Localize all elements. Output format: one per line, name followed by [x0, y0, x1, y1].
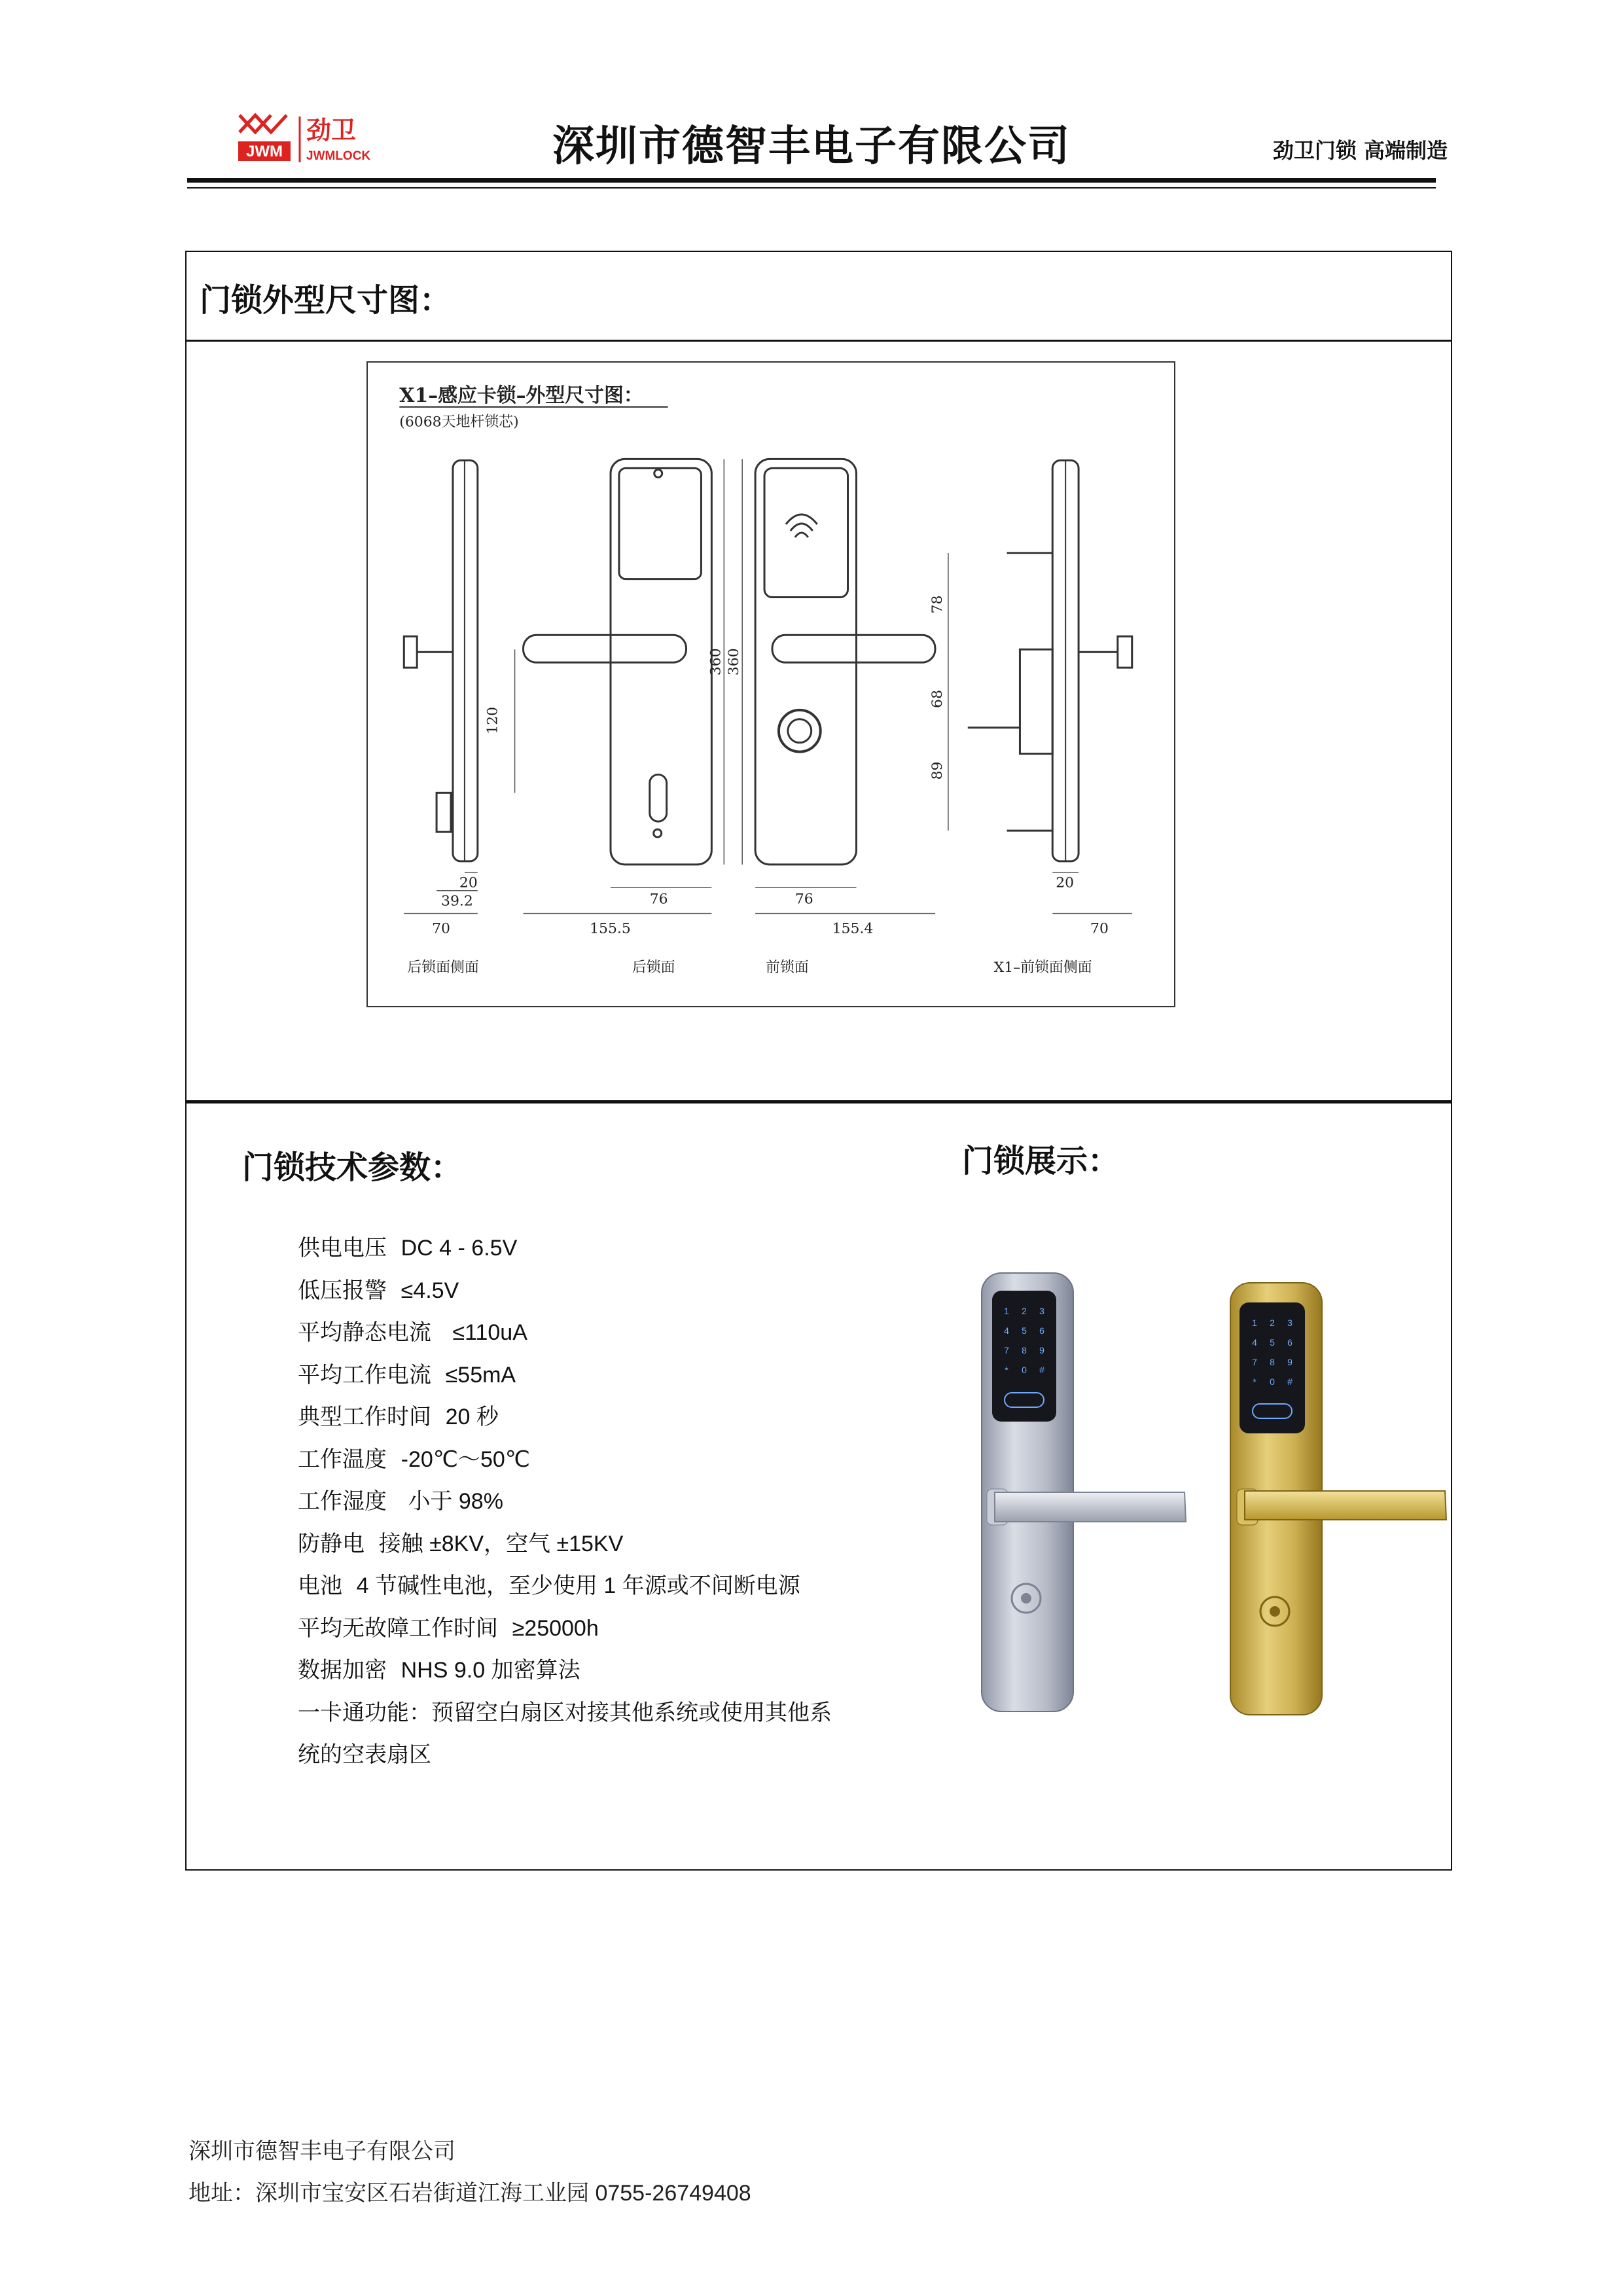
dim-label: 120 [484, 706, 501, 734]
dim-label: 155.4 [832, 920, 874, 937]
spec-row: 工作温度 -20℃～50℃ [298, 1446, 530, 1473]
spec-row: 平均静态电流 ≤110uA [298, 1319, 527, 1346]
slogan: 劲卫门锁 高端制造 [1272, 138, 1448, 163]
spec-row: 典型工作时间 20 秒 [298, 1404, 499, 1430]
keypad-key: 1 [1252, 1318, 1257, 1328]
keypad-key: 9 [1039, 1345, 1044, 1355]
spec-row: 低压报警 ≤4.5V [298, 1277, 459, 1304]
view-label: 前锁面 [766, 960, 809, 977]
footer-address: 地址：深圳市宝安区石岩街道江海工业园 0755-26749408 [188, 2181, 751, 2206]
view-label: 后锁面侧面 [407, 960, 479, 977]
section-title-showcase: 门锁展示： [962, 1143, 1120, 1179]
spec-row: 平均工作电流 ≤55mA [298, 1361, 516, 1388]
spec-row: 防静电 接触 ±8KV，空气 ±15KV [298, 1530, 624, 1557]
keypad-key: 4 [1004, 1325, 1009, 1336]
keypad-key: 8 [1270, 1357, 1275, 1367]
diagram-subtitle: (6068天地杆锁芯) [399, 414, 519, 431]
dim-label: 68 [929, 689, 946, 708]
logo-cn-text: 劲卫 [306, 116, 357, 145]
keypad-key: 9 [1287, 1357, 1293, 1367]
company-title: 深圳市德智丰电子有限公司 [552, 122, 1071, 171]
keypad-key: 0 [1022, 1365, 1027, 1375]
section-divider [185, 340, 1452, 342]
keypad-key: # [1287, 1376, 1293, 1387]
keypad-key: 6 [1039, 1325, 1044, 1336]
dim-label: 360 [707, 648, 724, 676]
keypad-key: 7 [1252, 1357, 1257, 1367]
footer-company: 深圳市德智丰电子有限公司 [188, 2138, 455, 2164]
spec-row: 供电电压 DC 4 - 6.5V [298, 1235, 518, 1261]
spec-row: 电池 4 节碱性电池，至少使用 1 年源或不间断电源 [298, 1573, 800, 1599]
keypad-key: 3 [1039, 1306, 1044, 1316]
keypad-key: # [1039, 1365, 1044, 1375]
keypad-key: 3 [1287, 1318, 1293, 1328]
dim-label: 70 [432, 920, 450, 937]
gold-lock-image [1230, 1283, 1446, 1715]
keypad-key: * [1005, 1365, 1008, 1375]
dim-label: 20 [1056, 874, 1075, 891]
keypad-key: 7 [1004, 1345, 1009, 1355]
footer [188, 2130, 751, 2214]
header-rule-thin [187, 187, 1436, 188]
spec-row: 一卡通功能：预留空白扇区对接其他系统或使用其他系 [298, 1699, 832, 1726]
spec-row: 平均无故障工作时间 ≥25000h [298, 1615, 599, 1641]
dim-label: 76 [649, 891, 668, 908]
silver-lock-image [982, 1273, 1186, 1712]
dim-label: 155.5 [590, 920, 631, 937]
dim-label: 20 [459, 874, 478, 891]
section-title-specs: 门锁技术参数： [242, 1149, 463, 1186]
keypad-key: * [1253, 1376, 1257, 1387]
keypad-key: 6 [1287, 1337, 1293, 1348]
spec-row: 统的空表扇区 [298, 1742, 431, 1768]
diagram-title: X1–感应卡锁–外型尺寸图： [399, 384, 643, 407]
lock-photos [969, 1263, 1466, 1721]
logo-short-text: JWM [246, 143, 283, 160]
keypad-key: 5 [1022, 1325, 1027, 1336]
section-title-dimensions: 门锁外型尺寸图： [200, 282, 452, 319]
dim-label: 360 [726, 648, 743, 676]
dim-label: 70 [1090, 920, 1109, 937]
logo-en-text: JWMLOCK [306, 149, 371, 163]
keypad-key: 0 [1270, 1376, 1275, 1387]
header-rule-thick [187, 178, 1436, 183]
spec-list [298, 1227, 832, 1776]
keypad-key: 5 [1270, 1337, 1275, 1348]
keypad-key: 2 [1270, 1318, 1275, 1328]
dim-label: 39.2 [441, 893, 473, 910]
dim-label: 89 [929, 761, 946, 780]
dimension-diagram [366, 361, 1175, 1007]
dim-label: 76 [794, 891, 813, 908]
keypad-key: 1 [1004, 1306, 1009, 1316]
view-label: 后锁面 [632, 960, 675, 977]
dim-label: 78 [929, 595, 946, 614]
keypad-key: 4 [1252, 1337, 1257, 1348]
keypad-key: 8 [1022, 1345, 1027, 1355]
view-label: X1–前锁面侧面 [993, 960, 1092, 977]
spec-row: 工作湿度 小于 98% [298, 1488, 503, 1515]
keypad-key: 2 [1022, 1306, 1027, 1316]
spec-row: 数据加密 NHS 9.0 加密算法 [298, 1657, 580, 1683]
